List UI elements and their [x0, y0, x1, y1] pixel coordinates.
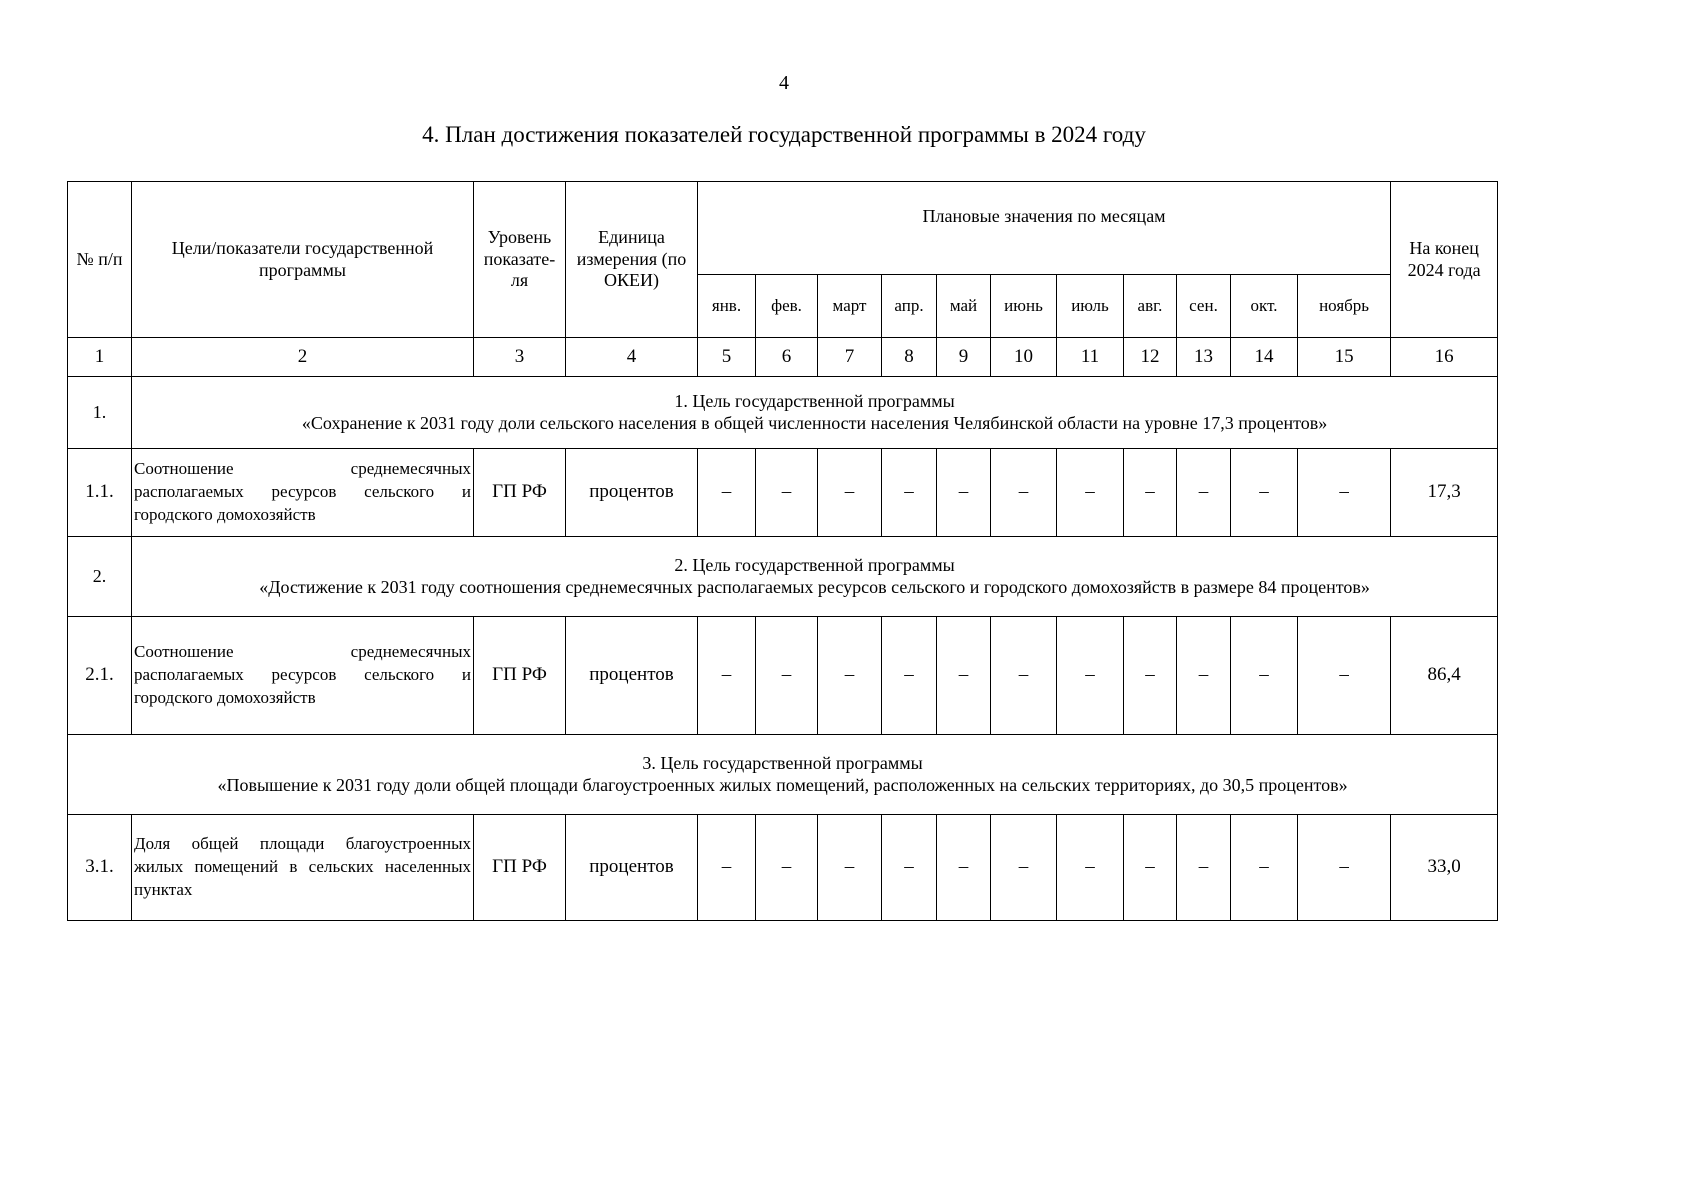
header-level: Уровень показате-ля	[474, 182, 566, 338]
monthly-value: –	[698, 617, 756, 735]
column-number: 6	[756, 338, 818, 377]
year-end-value: 33,0	[1391, 815, 1498, 921]
monthly-value: –	[818, 449, 882, 537]
monthly-value: –	[818, 617, 882, 735]
indicator-num: 2.1.	[68, 617, 132, 735]
goal-cell	[132, 377, 1498, 449]
year-end-value: 86,4	[1391, 617, 1498, 735]
monthly-value: –	[1231, 815, 1298, 921]
monthly-value: –	[698, 449, 756, 537]
header-month: фев.	[756, 275, 818, 338]
header-month: июль	[1057, 275, 1124, 338]
column-number: 2	[132, 338, 474, 377]
indicator-level: ГП РФ	[474, 449, 566, 537]
header-month: май	[937, 275, 991, 338]
monthly-value: –	[1057, 815, 1124, 921]
monthly-value: –	[991, 815, 1057, 921]
column-number: 3	[474, 338, 566, 377]
goal-row	[68, 537, 1498, 617]
indicator-unit: процентов	[566, 815, 698, 921]
header-month: июнь	[991, 275, 1057, 338]
goal-cell	[68, 735, 1498, 815]
header-year-end: На конец 2024 года	[1391, 182, 1498, 338]
indicator-row	[68, 449, 1498, 537]
goal-row	[68, 377, 1498, 449]
monthly-value: –	[756, 617, 818, 735]
indicator-level: ГП РФ	[474, 617, 566, 735]
header-month: авг.	[1124, 275, 1177, 338]
column-number: 1	[68, 338, 132, 377]
monthly-value: –	[1177, 449, 1231, 537]
goal-num: 2.	[68, 537, 132, 617]
header-row	[68, 182, 1498, 275]
monthly-value: –	[937, 815, 991, 921]
column-number: 14	[1231, 338, 1298, 377]
column-number: 10	[991, 338, 1057, 377]
page-title: 4. План достижения показателей государственной программы в 2024 году	[422, 122, 1146, 147]
goal-title: 3. Цель государственной программы	[642, 752, 923, 773]
page-number: 4	[779, 72, 789, 94]
goal-text: «Повышение к 2031 году доли общей площади благоустроенных жилых помещений, расположенных на сельских территориях, до 30,5 процентов»	[217, 774, 1348, 795]
header-month: сен.	[1177, 275, 1231, 338]
monthly-value: –	[882, 617, 937, 735]
monthly-value: –	[991, 449, 1057, 537]
indicator-unit: процентов	[566, 449, 698, 537]
year-end-value: 17,3	[1391, 449, 1498, 537]
monthly-value: –	[1231, 617, 1298, 735]
monthly-value: –	[991, 617, 1057, 735]
indicator-row	[68, 617, 1498, 735]
header-month: март	[818, 275, 882, 338]
goal-num: 1.	[68, 377, 132, 449]
goal-title: 2. Цель государственной программы	[674, 554, 955, 575]
goal-text: «Достижение к 2031 году соотношения среднемесячных располагаемых ресурсов сельского и городского домохозяйств в размере 84 процентов»	[259, 576, 1370, 597]
header-num: № п/п	[68, 182, 132, 338]
monthly-value: –	[756, 815, 818, 921]
indicator-num: 3.1.	[68, 815, 132, 921]
indicator-row	[68, 815, 1498, 921]
indicator-name: Соотношение среднемесячных располагаемых ресурсов сельского и городского домохозяйств	[132, 449, 474, 537]
monthly-value: –	[882, 815, 937, 921]
monthly-value: –	[1124, 449, 1177, 537]
header-unit: Единица измерения (по ОКЕИ)	[566, 182, 698, 338]
indicator-unit: процентов	[566, 617, 698, 735]
column-number: 15	[1298, 338, 1391, 377]
monthly-value: –	[937, 449, 991, 537]
indicator-num: 1.1.	[68, 449, 132, 537]
header-month: ноябрь	[1298, 275, 1391, 338]
goal-cell	[132, 537, 1498, 617]
monthly-value: –	[1057, 449, 1124, 537]
monthly-value: –	[1298, 449, 1391, 537]
indicators-table	[67, 181, 1498, 921]
column-number: 4	[566, 338, 698, 377]
column-number: 9	[937, 338, 991, 377]
monthly-value: –	[1124, 815, 1177, 921]
goal-row	[68, 735, 1498, 815]
indicator-name: Доля общей площади благоустроенных жилых помещений в сельских населенных пунктах	[132, 815, 474, 921]
goal-text: «Сохранение к 2031 году доли сельского населения в общей численности населения Челябинской области на уровне 17,3 процентов»	[301, 412, 1328, 433]
monthly-value: –	[818, 815, 882, 921]
column-number: 5	[698, 338, 756, 377]
column-numbers-row	[68, 338, 1498, 377]
monthly-value: –	[1177, 815, 1231, 921]
column-number: 13	[1177, 338, 1231, 377]
column-number: 7	[818, 338, 882, 377]
monthly-value: –	[1298, 815, 1391, 921]
header-monthly: Плановые значения по месяцам	[698, 182, 1391, 275]
header-goals: Цели/показатели государственной программы	[132, 182, 474, 338]
column-number: 12	[1124, 338, 1177, 377]
column-number: 8	[882, 338, 937, 377]
monthly-value: –	[882, 449, 937, 537]
header-month: апр.	[882, 275, 937, 338]
header-month: янв.	[698, 275, 756, 338]
column-number: 11	[1057, 338, 1124, 377]
monthly-value: –	[1298, 617, 1391, 735]
monthly-value: –	[698, 815, 756, 921]
goal-title: 1. Цель государственной программы	[674, 390, 955, 411]
monthly-value: –	[1124, 617, 1177, 735]
monthly-value: –	[756, 449, 818, 537]
monthly-value: –	[1177, 617, 1231, 735]
header-month: окт.	[1231, 275, 1298, 338]
monthly-value: –	[937, 617, 991, 735]
indicator-level: ГП РФ	[474, 815, 566, 921]
indicator-name: Соотношение среднемесячных располагаемых ресурсов сельского и городского домохозяйств	[132, 617, 474, 735]
column-number: 16	[1391, 338, 1498, 377]
monthly-value: –	[1231, 449, 1298, 537]
monthly-value: –	[1057, 617, 1124, 735]
